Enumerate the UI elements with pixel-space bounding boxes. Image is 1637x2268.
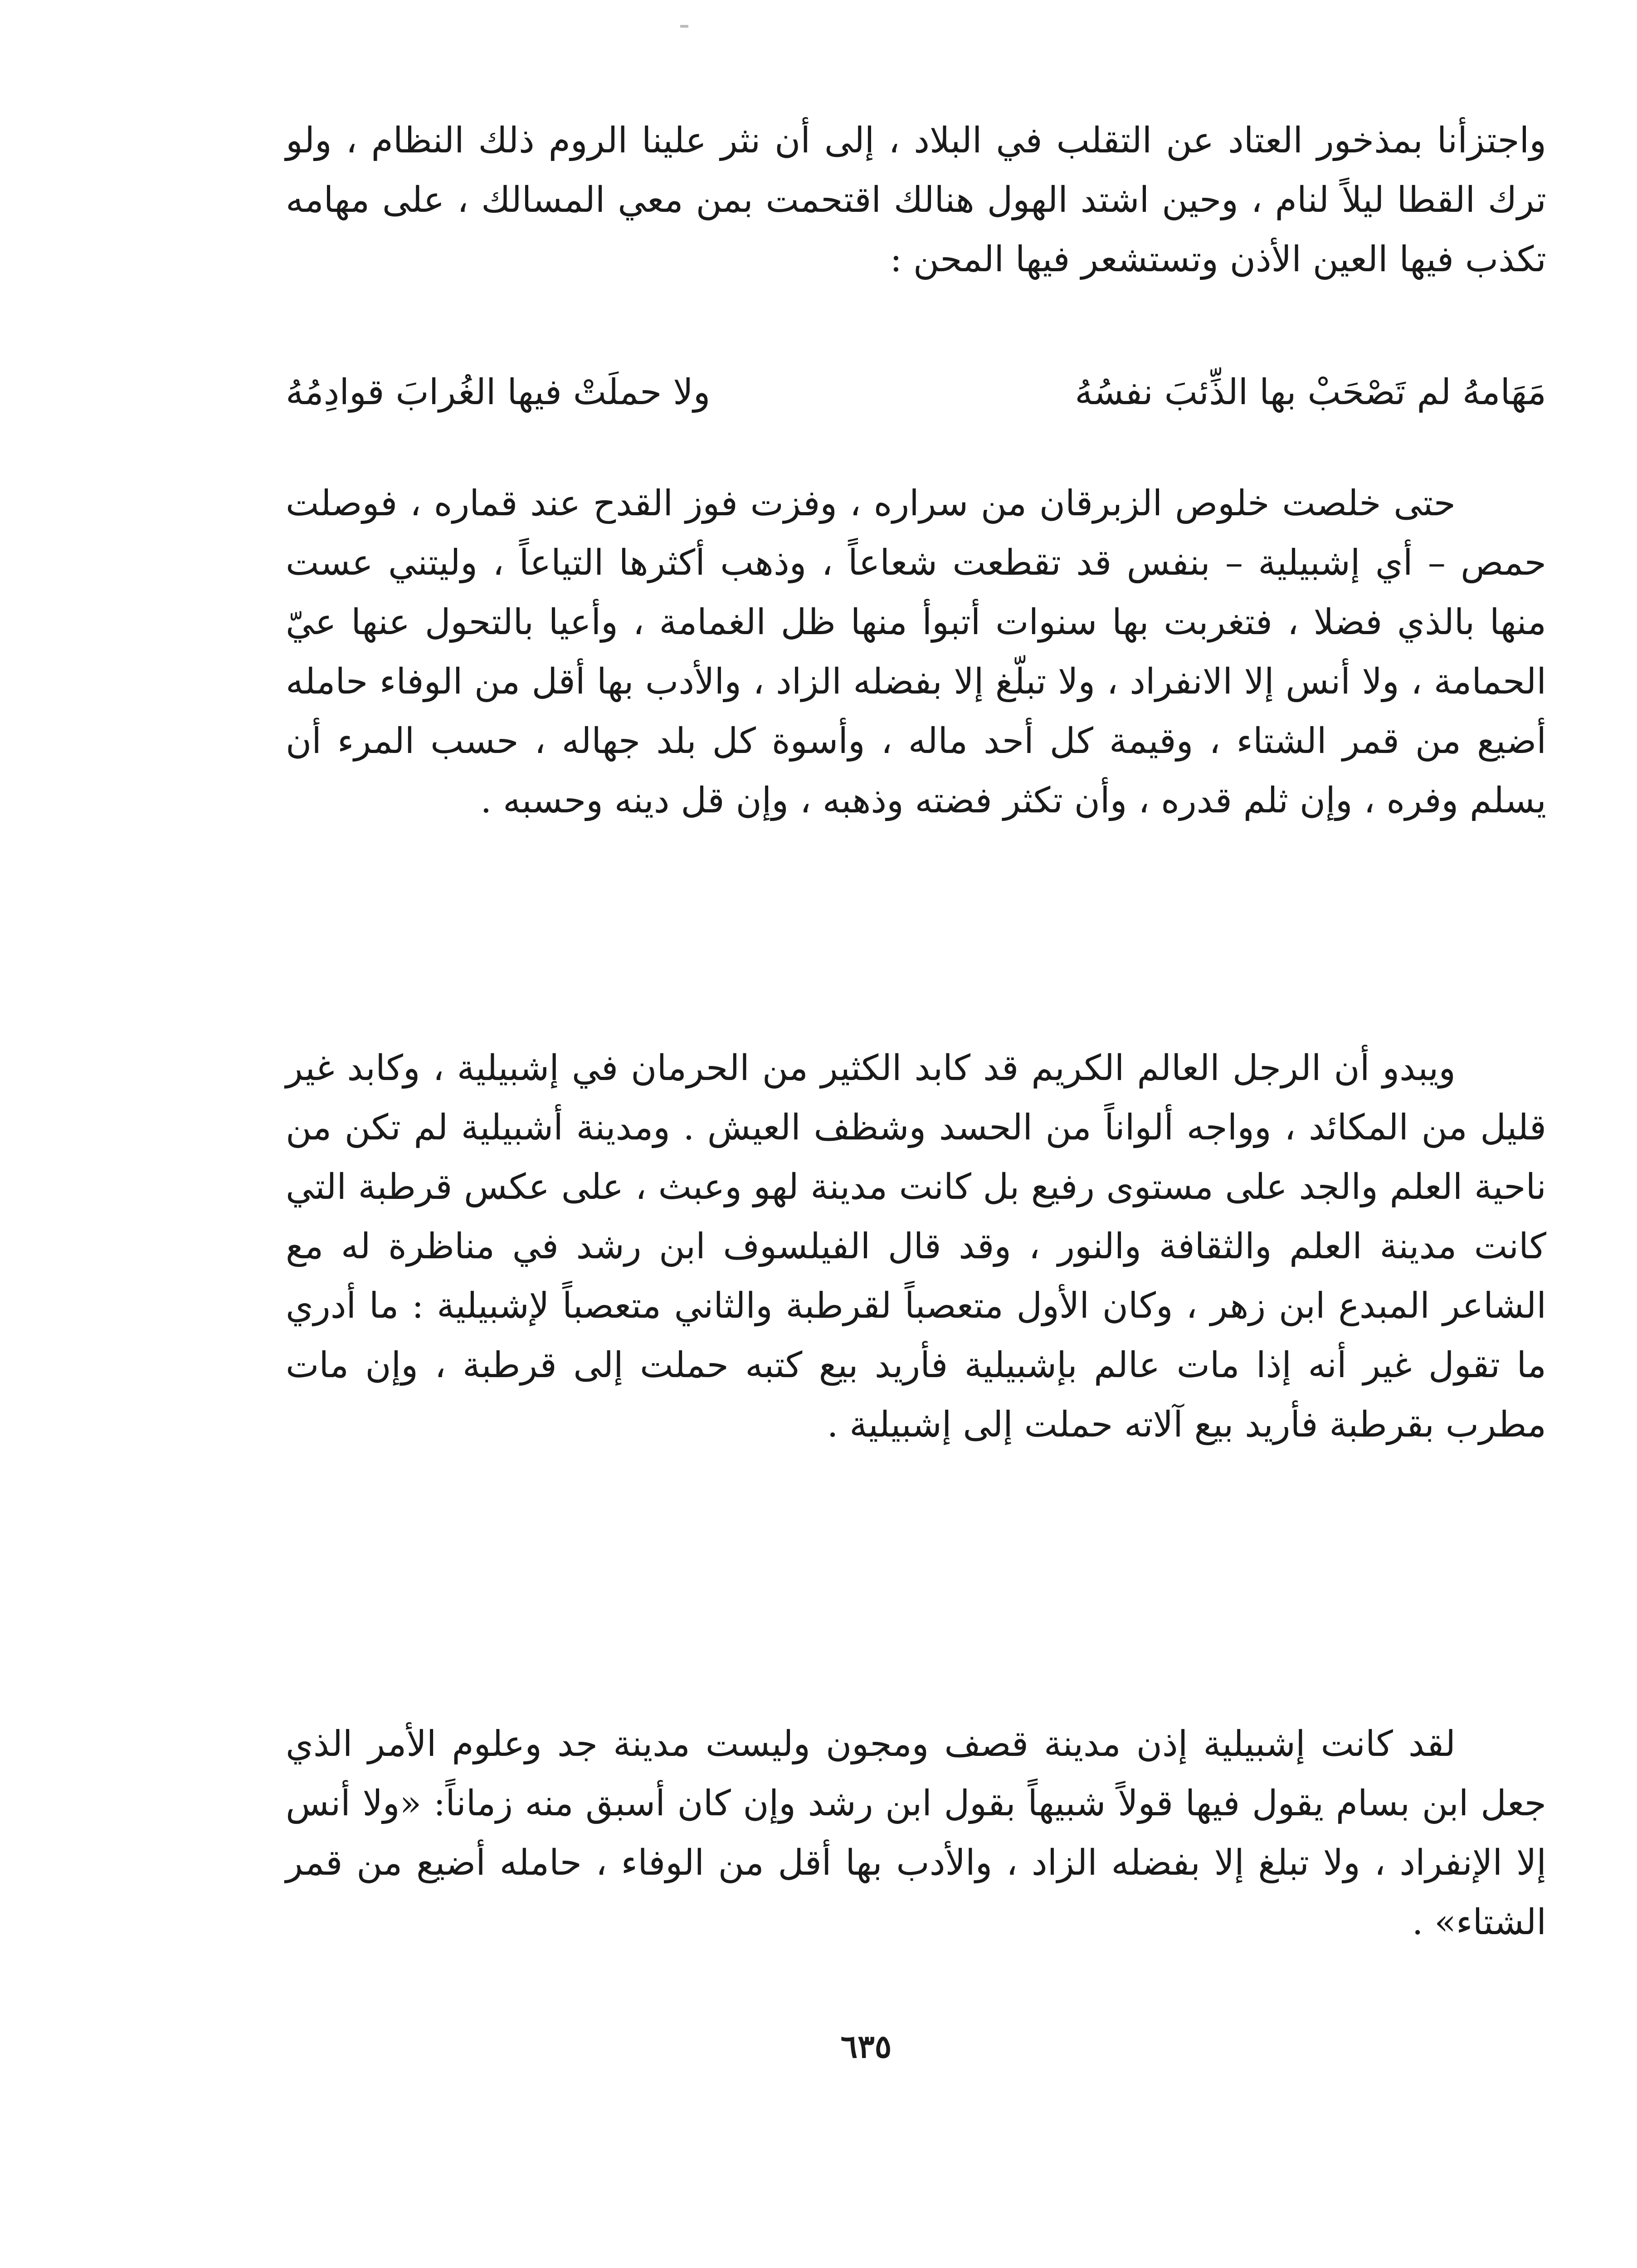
paragraph-2 bbox=[286, 474, 1546, 831]
paragraph-4 bbox=[286, 1715, 1546, 1952]
paragraph-1-text: واجتزأنا بمذخور العتاد عن التقلب في البلاد ، إلى أن نثر علينا الروم ذلك النظام ، ولو ترك القطا ليلاً لنام ، وحين اشتد الهول هنالك اقتحمت بمن معي المسالك ، على مهامه تكذب فيها العين الأذن وتستشعر فيها المحن : bbox=[286, 120, 1546, 280]
paragraph-3 bbox=[286, 1039, 1546, 1455]
verse-second-hemistich: ولا حملَتْ فيها الغُرابَ قوادِمُهُ bbox=[286, 372, 711, 413]
verse bbox=[286, 361, 1546, 424]
paragraph-4-text: لقد كانت إشبيلية إذن مدينة قصف ومجون وليست مدينة جد وعلوم الأمر الذي جعل ابن بسام يقول فيها قولاً شبيهاً بقول ابن رشد وإن كان أسبق منه زماناً: «ولا أنس إلا الإنفراد ، ولا تبلغ إلا بفضله الزاد ، والأدب بها أقل من الوفاء ، حامله أضيع من قمر الشتاء» . bbox=[286, 1724, 1546, 1943]
paragraph-1 bbox=[286, 111, 1546, 289]
page-number: ٦٣٥ bbox=[840, 2028, 892, 2065]
verse-first-hemistich: مَهَامهُ لم تَصْحَبْ بها الذِّئبَ نفسُهُ bbox=[1075, 372, 1546, 413]
paragraph-3-text: ويبدو أن الرجل العالم الكريم قد كابد الكثير من الحرمان في إشبيلية ، وكابد غير قليل من المكائد ، وواجه ألواناً من الحسد وشظف العيش . ومدينة أشبيلية لم تكن من ناحية العلم والجد على مستوى رفيع بل كانت مدينة لهو وعبث ، على عكس قرطبة التي كانت مدينة العلم والثقافة والنور ، وقد قال الفيلسوف ابن رشد في مناظرة له مع الشاعر المبدع ابن زهر ، وكان الأول متعصباً لقرطبة والثاني متعصباً لإشبيلية : ما أدري ما تقول غير أنه إذا مات عالم بإشبيلية فأريد بيع كتبه حملت إلى قرطبة ، وإن مات مطرب بقرطبة فأريد بيع آلاته حملت إلى إشبيلية . bbox=[286, 1048, 1546, 1445]
scan-mark bbox=[680, 25, 688, 28]
paragraph-2-text: حتى خلصت خلوص الزبرقان من سراره ، وفزت فوز القدح عند قماره ، فوصلت حمص – أي إشبيلية – بنفس قد تقطعت شعاعاً ، وذهب أكثرها التياعاً ، وليتني عست منها بالذي فضلا ، فتغربت بها سنوات أتبوأ منها ظل الغمامة ، وأعيا بالتحول عنها عيّ الحمامة ، ولا أنس إلا الانفراد ، ولا تبلّغ إلا بفضله الزاد ، والأدب بها أقل من الوفاء حامله أضيع من قمر الشتاء ، وقيمة كل أحد ماله ، وأسوة كل بلد جهاله ، حسب المرء أن يسلم وفره ، وإن ثلم قدره ، وأن تكثر فضته وذهبه ، وإن قل دينه وحسبه . bbox=[286, 483, 1546, 821]
